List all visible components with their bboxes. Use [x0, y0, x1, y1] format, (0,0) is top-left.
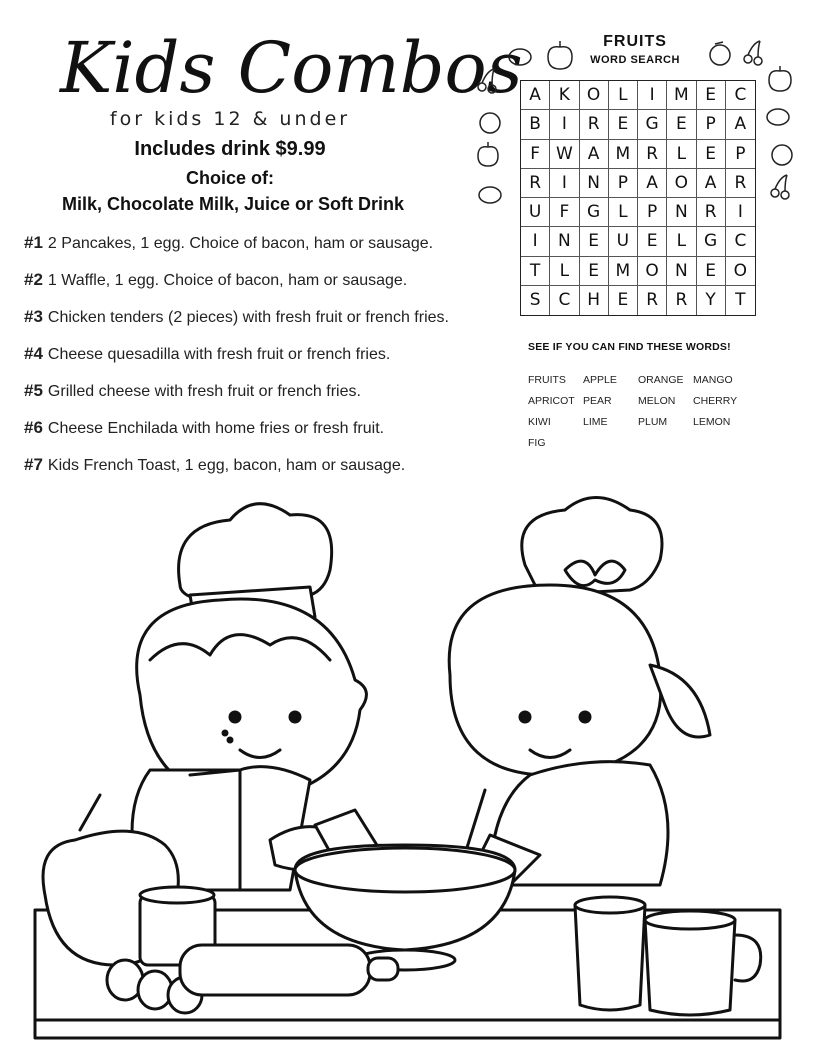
table-edge [35, 1020, 780, 1038]
grid-cell: A [521, 81, 550, 110]
grid-cell: O [667, 169, 696, 198]
grid-cell: O [638, 257, 667, 286]
rolling-pin [180, 945, 370, 995]
grid-cell: P [726, 140, 755, 169]
grid-cell: I [550, 169, 579, 198]
word-item: LIME [583, 416, 608, 428]
boy-chef-hat [179, 504, 332, 600]
grid-cell: K [550, 81, 579, 110]
menu-item [24, 380, 474, 417]
menu-item-text: 1 Waffle, 1 egg. Choice of bacon, ham or sausage. [47, 272, 408, 289]
grid-cell: Y [697, 286, 726, 315]
orange-icon [480, 113, 500, 133]
word-item: PEAR [583, 395, 612, 407]
grid-cell: N [550, 227, 579, 256]
menu-item-text: Kids French Toast, 1 egg, bacon, ham or sausage. [47, 457, 406, 474]
menu-item-text: Grilled cheese with fresh fruit or french fries. [47, 383, 361, 400]
grid-cell: N [667, 198, 696, 227]
grid-cell: A [726, 110, 755, 139]
egg [138, 971, 172, 1009]
grid-cell: R [726, 169, 755, 198]
lemon-icon [509, 49, 531, 65]
grid-cell: P [638, 198, 667, 227]
word-item: FRUITS [528, 374, 566, 386]
grid-cell: R [638, 140, 667, 169]
grid-cell: E [667, 110, 696, 139]
grid-cell: R [667, 286, 696, 315]
menu-item-text: Cheese quesadilla with fresh fruit or french fries. [47, 346, 391, 363]
menu-item-number: #3 [24, 307, 43, 326]
menu-item-number: #7 [24, 455, 43, 474]
apple-icon [769, 66, 791, 91]
grid-cell: P [697, 110, 726, 139]
grid-cell: I [638, 81, 667, 110]
grid-cell: L [550, 257, 579, 286]
grid-cell: P [609, 169, 638, 198]
grid-cell: R [521, 169, 550, 198]
word-search-grid [520, 80, 756, 316]
grid-cell: E [580, 257, 609, 286]
grid-cell: H [580, 286, 609, 315]
word-item: LEMON [693, 416, 731, 428]
menu-item-number: #2 [24, 270, 43, 289]
menu-item [24, 306, 474, 343]
milk-glass [575, 905, 645, 1010]
lemon-icon [767, 109, 789, 125]
grid-cell: R [697, 198, 726, 227]
grid-cell: N [667, 257, 696, 286]
grid-cell: M [667, 81, 696, 110]
flour-scoop [80, 795, 100, 830]
word-item: ORANGE [638, 374, 684, 386]
grid-cell: A [580, 140, 609, 169]
menu-item-text: Cheese Enchilada with home fries or fresh fruit. [47, 420, 385, 437]
girl-chef [432, 498, 710, 888]
price-line: Includes drink $9.99 [134, 138, 326, 160]
grid-cell: G [697, 227, 726, 256]
girl-head [449, 585, 661, 775]
boy-chef [132, 504, 380, 890]
grid-cell: L [667, 140, 696, 169]
grid-cell: B [521, 110, 550, 139]
menu-title-text: Kids Combos [60, 27, 523, 109]
word-item: CHERRY [693, 395, 738, 407]
grid-cell: F [550, 198, 579, 227]
grid-cell: L [667, 227, 696, 256]
word-item: FIG [528, 437, 546, 449]
measuring-jug [645, 920, 735, 1015]
orange-icon [772, 145, 792, 165]
rolling-pin-handle [368, 958, 398, 980]
grid-cell: G [580, 198, 609, 227]
grid-cell: M [609, 140, 638, 169]
grid-cell: A [697, 169, 726, 198]
word-item: PLUM [638, 416, 668, 428]
menu-item-number: #4 [24, 344, 43, 363]
grid-cell: U [521, 198, 550, 227]
grid-cell: L [609, 198, 638, 227]
grid-cell: M [609, 257, 638, 286]
menu-item-number: #6 [24, 418, 43, 437]
grid-cell: A [638, 169, 667, 198]
grid-cell: R [638, 286, 667, 315]
lemon-icon [479, 187, 501, 203]
grid-cell: O [580, 81, 609, 110]
drink-options: Milk, Chocolate Milk, Juice or Soft Drink [61, 194, 405, 214]
grid-cell: E [609, 110, 638, 139]
word-search-subtitle: WORD SEARCH [590, 54, 680, 66]
grid-cell: E [697, 81, 726, 110]
grid-cell: C [726, 81, 755, 110]
kids-baking-illustration [30, 495, 790, 1045]
word-list [528, 374, 748, 449]
orange-icon [710, 42, 730, 65]
menu-item [24, 417, 474, 454]
menu-title [52, 10, 523, 115]
grid-cell: S [521, 286, 550, 315]
menu-item [24, 232, 474, 269]
menu-item [24, 343, 474, 380]
menu-list [24, 232, 474, 491]
grid-cell: C [550, 286, 579, 315]
grid-cell: E [697, 140, 726, 169]
word-item: MANGO [693, 374, 733, 386]
menu-item [24, 269, 474, 306]
choice-label: Choice of: [186, 168, 274, 188]
grid-cell: E [697, 257, 726, 286]
word-search-title: FRUITS [603, 33, 667, 50]
grid-cell: I [550, 110, 579, 139]
grid-cell: F [521, 140, 550, 169]
cherry-icon [478, 69, 496, 93]
grid-cell: I [726, 198, 755, 227]
word-item: MELON [638, 395, 676, 407]
find-words-header: SEE IF YOU CAN FIND THESE WORDS! [528, 341, 731, 353]
grid-cell: E [580, 227, 609, 256]
grid-cell: L [609, 81, 638, 110]
cherry-icon [744, 41, 762, 65]
cherry-icon [771, 175, 789, 199]
menu-item-number: #1 [24, 233, 43, 252]
grid-cell: E [638, 227, 667, 256]
grid-cell: E [609, 286, 638, 315]
menu-item [24, 454, 474, 491]
grid-cell: C [726, 227, 755, 256]
apple-icon [478, 142, 498, 166]
menu-item-text: 2 Pancakes, 1 egg. Choice of bacon, ham or sausage. [47, 235, 434, 252]
grid-cell: N [580, 169, 609, 198]
grid-cell: T [735, 290, 746, 311]
menu-item-text: Chicken tenders (2 pieces) with fresh fruit or french fries. [47, 309, 449, 326]
grid-cell: O [726, 257, 755, 286]
grid-cell: U [609, 227, 638, 256]
word-item: KIWI [528, 416, 551, 428]
age-subtitle: for kids 12 & under [109, 108, 351, 130]
grid-cell: W [550, 140, 579, 169]
grid-cell: I [521, 227, 550, 256]
word-item: APRICOT [528, 395, 575, 407]
word-item: APPLE [583, 374, 617, 386]
menu-item-number: #5 [24, 381, 43, 400]
grid-cell: R [580, 110, 609, 139]
grid-cell: G [638, 110, 667, 139]
grid-cell: T [521, 257, 550, 286]
